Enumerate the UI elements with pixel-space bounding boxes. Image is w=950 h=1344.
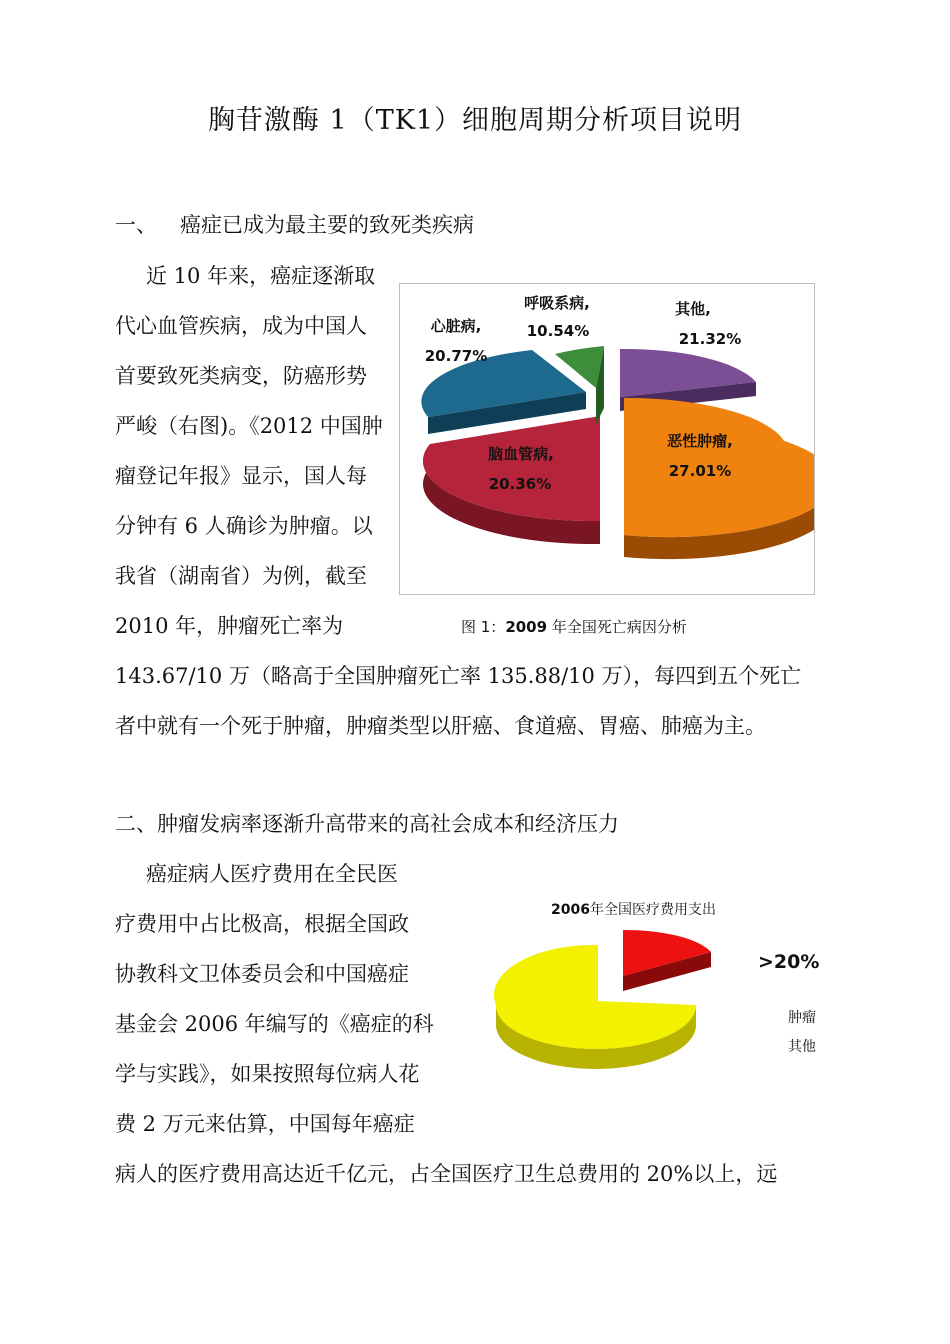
pie-slice-tumor xyxy=(623,930,711,991)
paragraph-line: 疗费用中占比极高，根据全国政 xyxy=(115,912,409,936)
slice-label-cerebrovascular: 脑血管病, xyxy=(488,445,554,463)
slice-label-heart: 心脏病, xyxy=(430,317,482,335)
paragraph-line: 病人的医疗费用高达近千亿元，占全国医疗卫生总费用的 20%以上，远 xyxy=(115,1162,778,1186)
death-cause-pie-chart xyxy=(399,283,815,595)
paragraph-line: 近 10 年来，癌症逐渐取 xyxy=(146,264,376,288)
paragraph-line: 严峻（右图)。《2012 中国肿 xyxy=(115,414,383,438)
paragraph-line: 143.67/10 万（略高于全国肿瘤死亡率 135.88/10 万），每四到五个死亡 xyxy=(115,664,802,688)
paragraph-line: 2010 年，肿瘤死亡率为 xyxy=(115,614,344,638)
paragraph-line: 癌症病人医疗费用在全民医 xyxy=(146,862,398,886)
paragraph-line: 代心血管疾病，成为中国人 xyxy=(115,314,367,338)
paragraph-line: 瘤登记年报》显示，国人每 xyxy=(115,464,367,488)
section2-heading: 二、肿瘤发病率逐渐升高带来的高社会成本和经济压力 xyxy=(115,812,619,836)
slice-value-malignant-tumor: 27.01% xyxy=(668,462,732,480)
legend-item-tumor: 肿瘤 xyxy=(788,1010,816,1026)
paragraph-line: 我省（湖南省）为例，截至 xyxy=(115,564,367,588)
paragraph-line: 首要致死类病变，防癌形势 xyxy=(115,364,367,388)
legend-item-other: 其他 xyxy=(788,1039,816,1055)
paragraph-line: 者中就有一个死于肿瘤，肿瘤类型以肝癌、食道癌、胃癌、肺癌为主。 xyxy=(115,714,766,738)
section1-heading: 癌症已成为最主要的致死类疾病 xyxy=(180,213,474,237)
chart-2-title: 2006年全国医疗费用支出 xyxy=(551,902,716,918)
section1-heading-number: 一、 xyxy=(115,213,157,237)
slice-value-respiratory: 10.54% xyxy=(526,322,590,340)
slice-value-heart: 20.77% xyxy=(424,347,488,365)
paragraph-line: 费 2 万元来估算，中国每年癌症 xyxy=(115,1112,415,1136)
slice-label-respiratory: 呼吸系病, xyxy=(524,294,590,312)
slice-label-other: 其他, xyxy=(675,300,711,318)
paragraph-line: 学与实践》，如果按照每位病人花 xyxy=(115,1062,420,1086)
slice-value-cerebrovascular: 20.36% xyxy=(488,475,552,493)
slice-value-other: 21.32% xyxy=(678,330,742,348)
medical-expense-pie-chart xyxy=(490,925,720,1075)
paragraph-line: 分钟有 6 人确诊为肿瘤。以 xyxy=(115,514,373,538)
figure-1-caption: 图 1：2009 年全国死亡病因分析 xyxy=(461,618,687,636)
slice-label-malignant-tumor: 恶性肿瘤, xyxy=(667,432,733,450)
paragraph-line: 基金会 2006 年编写的《癌症的科 xyxy=(115,1012,434,1036)
pie-chart-1-labels xyxy=(400,284,814,594)
page-title: 胸苷激酶 1（TK1）细胞周期分析项目说明 xyxy=(207,105,743,136)
tumor-share-annotation: >20% xyxy=(758,951,820,973)
paragraph-line: 协教科文卫体委员会和中国癌症 xyxy=(115,962,409,986)
